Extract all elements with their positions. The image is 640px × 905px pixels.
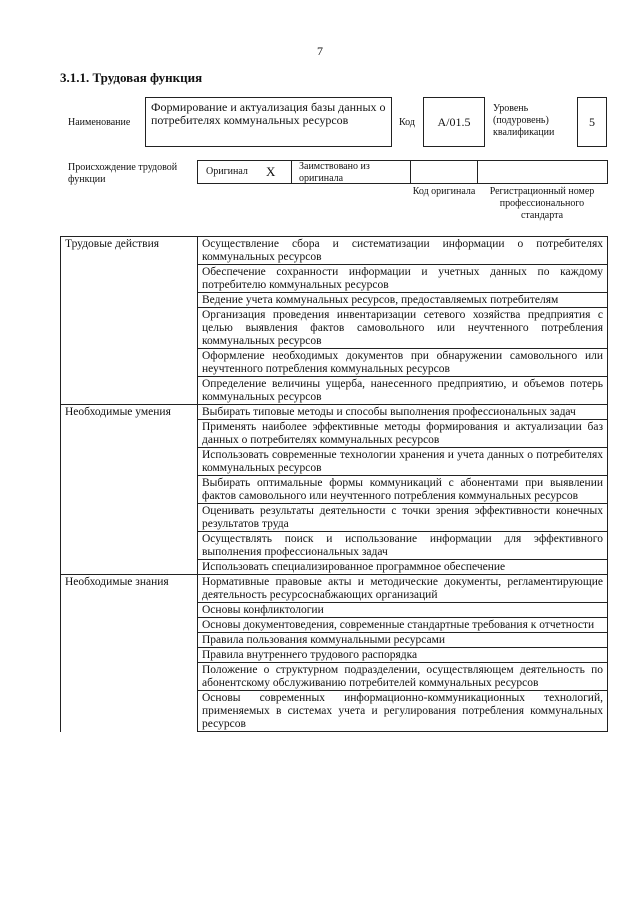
page-number: 7 <box>317 44 323 58</box>
list-item: Нормативные правовые акты и методические документы, регламентирующие деятельность ресурсоснабжающих организаций <box>198 575 608 603</box>
list-item: Определение величины ущерба, нанесенного предприятию, и объемов потерь коммунальных ресурсов <box>198 377 608 405</box>
list-item: Правила пользования коммунальными ресурсами <box>198 633 608 648</box>
list-item: Обеспечение сохранности информации и учетных данных по каждому потребителю коммунальных ресурсов <box>198 265 608 293</box>
list-item: Организация проведения инвентаризации сетевого хозяйства предприятия с целью выявления фактов самовольного или неучтенного потребления коммунальных ресурсов <box>198 308 608 349</box>
list-item: Осуществление сбора и систематизации информации о потребителях коммунальных ресурсов <box>198 237 608 265</box>
competency-table <box>60 236 608 732</box>
list-item: Осуществлять поиск и использование информации для эффективного выполнения профессиональных задач <box>198 532 608 560</box>
origin-label: Происхождение трудовой функции <box>68 162 178 185</box>
reg-caption: Регистрационный номер профессионального стандарта <box>489 186 595 221</box>
list-item: Основы современных информационно-коммуникационных технологий, применяемых в системах учета и регулирования потребления коммунальных ресурсов <box>198 691 608 732</box>
list-item: Правила внутреннего трудового распорядка <box>198 648 608 663</box>
list-item: Выбирать типовые методы и способы выполнения профессиональных задач <box>198 405 608 420</box>
section-title-knowledge: Необходимые знания <box>61 575 198 732</box>
name-label: Наименование <box>68 117 131 128</box>
list-item: Основы конфликтологии <box>198 603 608 618</box>
name-value: Формирование и актуализация базы данных о потребителях коммунальных ресурсов <box>145 97 392 147</box>
section-title-actions: Трудовые действия <box>61 237 198 405</box>
list-item: Использовать современные технологии хранения и учета данных о потребителях коммунальных ресурсов <box>198 448 608 476</box>
table-row <box>61 575 608 603</box>
list-item: Применять наиболее эффективные методы формирования и актуализации баз данных о потребителях коммунальных ресурсов <box>198 420 608 448</box>
list-item: Основы документоведения, современные стандартные требования к отчетности <box>198 618 608 633</box>
level-label: Уровень (подуровень) квалификации <box>493 103 555 138</box>
original-label: Оригинал <box>206 166 248 177</box>
list-item: Выбирать оптимальные формы коммуникаций с абонентами при выявлении фактов самовольного или неучтенного потребления коммунальных ресурсов <box>198 476 608 504</box>
borrowed-label: Заимствовано из оригинала <box>299 161 370 184</box>
list-item: Использовать специализированное программное обеспечение <box>198 560 608 575</box>
code-caption: Код оригинала <box>412 186 476 197</box>
list-item: Оформление необходимых документов при обнаружении самовольного или неучтенного потребления коммунальных ресурсов <box>198 349 608 377</box>
table-row <box>61 237 608 265</box>
borrowed-cell <box>291 160 411 184</box>
section-title: 3.1.1. Трудовая функция <box>60 70 203 85</box>
section-title-skills: Необходимые умения <box>61 405 198 575</box>
code-label: Код <box>399 117 415 128</box>
list-item: Положение о структурном подразделении, осуществляющем деятельность по абонентскому обслуживанию потребителей коммунальных ресурсов <box>198 663 608 691</box>
original-mark: X <box>266 164 276 179</box>
table-row <box>61 405 608 420</box>
list-item: Оценивать результаты деятельности с точки зрения эффективности конечных результатов труда <box>198 504 608 532</box>
code-value: A/01.5 <box>423 97 485 147</box>
reg-number-cell <box>477 160 608 184</box>
list-item: Ведение учета коммунальных ресурсов, предоставляемых потребителям <box>198 293 608 308</box>
origin-code-cell <box>410 160 478 184</box>
level-value: 5 <box>577 97 607 147</box>
original-cell <box>197 160 292 184</box>
